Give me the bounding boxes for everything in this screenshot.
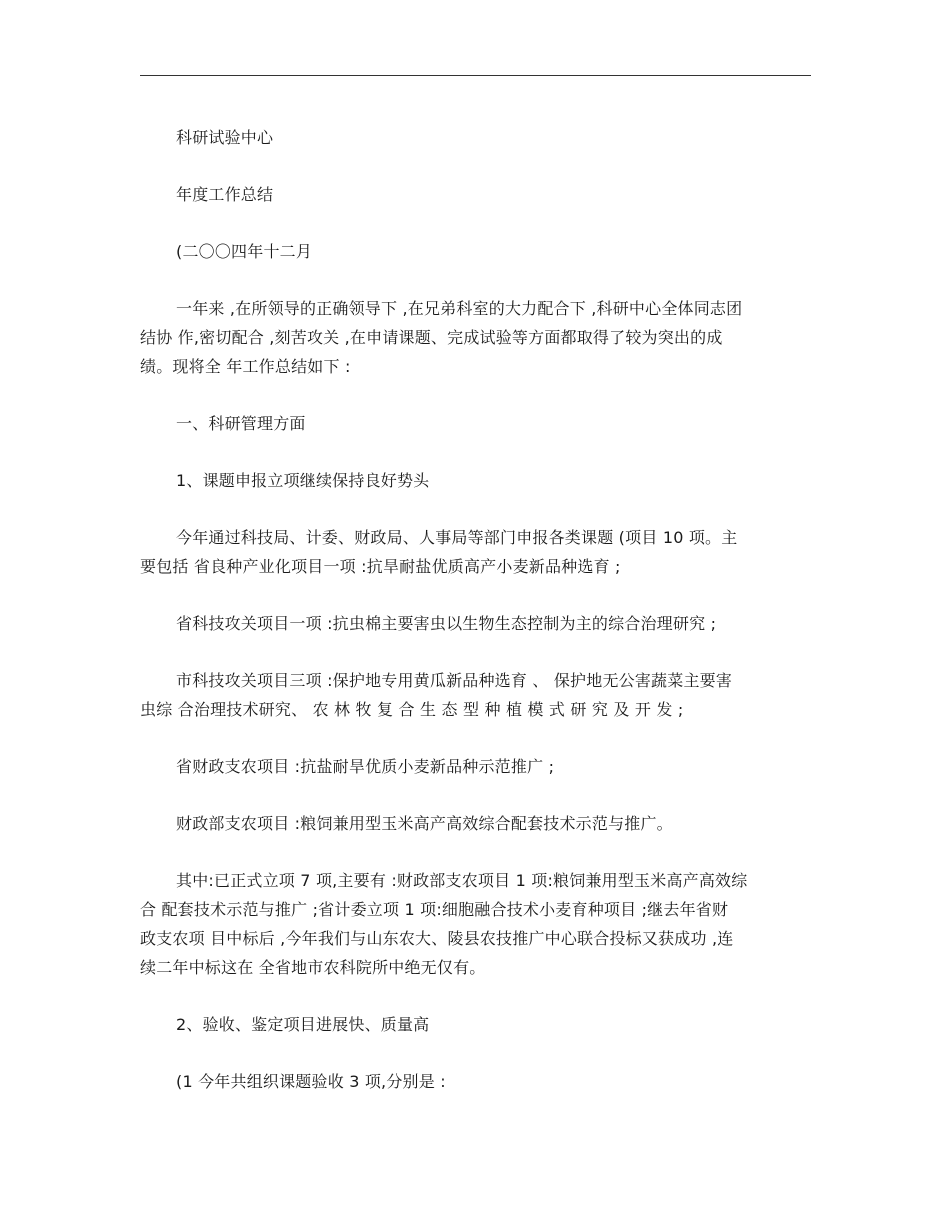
header-rule [140, 75, 811, 76]
report-title: 年度工作总结 [176, 185, 274, 204]
acceptance-paragraph: (1 今年共组织课题验收 3 项,分别是 : [176, 1072, 446, 1091]
document-body [140, 123, 811, 1096]
projects-overview-paragraph: 今年通过科技局、计委、财政局、人事局等部门申报各类课题 (项目 10 项。主 要包括 省良种产业化项目一项 :抗旱耐盐优质高产小麦新品种选育 ; [140, 528, 738, 576]
provincial-tech-project: 省科技攻关项目一项 :抗虫棉主要害虫以生物生态控制为主的综合治理研究 ; [176, 614, 717, 633]
subsection-heading-acceptance: 2、验收、鉴定项目进展快、质量高 [176, 1015, 430, 1034]
intro-paragraph: 一年来 ,在所领导的正确领导下 ,在兄弟科室的大力配合下 ,科研中心全体同志团 结协 作,密切配合 ,刻苦攻关 ,在申请课题、完成试验等方面都取得了较为突出的成 绩。现将全 年工作总结如下 : [140, 299, 743, 376]
city-tech-projects: 市科技攻关项目三项 :保护地专用黄瓜新品种选育 、 保护地无公害蔬菜主要害 虫综 合治理技术研究、 农 林 牧 复 合 生 态 型 种 植 模 式 研 究 及 开 发 ; [140, 671, 733, 719]
org-name: 科研试验中心 [176, 128, 274, 147]
section-heading-research-management: 一、科研管理方面 [176, 414, 306, 433]
subsection-heading-project-application: 1、课题申报立项继续保持良好势头 [176, 471, 430, 490]
ministry-finance-project: 财政部支农项目 :粮饲兼用型玉米高产高效综合配套技术示范与推广。 [176, 814, 673, 833]
provincial-finance-project: 省财政支农项目 :抗盐耐旱优质小麦新品种示范推广 ; [176, 757, 555, 776]
approved-projects-paragraph: 其中:已正式立项 7 项,主要有 :财政部支农项目 1 项:粮饲兼用型玉米高产高效综 合 配套技术示范与推广 ;省计委立项 1 项:细胞融合技术小麦育种项目 ;继去年省财 政支农项 目中标后 ,今年我们与山东农大、陵县农技推广中心联合投标又获成功 ,连 续二年中标这在 全省地市农科院所中绝无仅有。 [140, 871, 748, 977]
report-date: (二〇〇四年十二月 [176, 242, 313, 261]
